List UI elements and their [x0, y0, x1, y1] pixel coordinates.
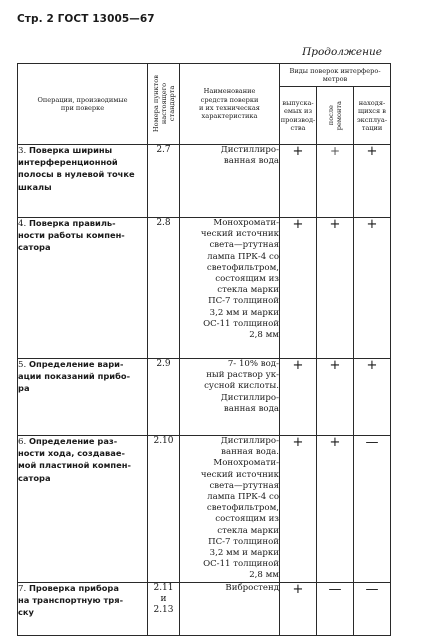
mark-new-production: +	[280, 436, 317, 583]
mark-new-production: +	[280, 582, 317, 635]
points-cell: 2.8	[148, 218, 180, 359]
table-row	[18, 436, 391, 583]
table-row	[18, 218, 391, 359]
mark-after-repair: +	[317, 436, 354, 583]
verification-table	[17, 63, 391, 636]
header-after-repair: после ремонта	[317, 87, 354, 145]
table-row	[18, 145, 391, 218]
page-header: Стр. 2 ГОСТ 13005—67	[17, 13, 155, 25]
mark-new-production: +	[280, 218, 317, 359]
operation-cell: 3. Поверка ширины интерференционной полосы в нулевой точке шкалы	[18, 145, 148, 218]
mark-in-service: —	[354, 436, 391, 583]
tools-cell: 7- 10% вод- ный раствор ук- сусной кислоты. Дистиллиро- ванная вода	[180, 359, 280, 436]
continuation-label: Продолжение	[302, 46, 382, 58]
tools-cell: Дистиллиро- ванная вода	[180, 145, 280, 218]
header-operation: Операции, производимые при поверке	[18, 64, 148, 145]
points-cell: 2.11 и 2.13	[148, 582, 180, 635]
operation-cell: 4. Поверка правиль- ности работы компен- сатора	[18, 218, 148, 359]
mark-in-service: +	[354, 359, 391, 436]
table-row	[18, 359, 391, 436]
mark-in-service: —	[354, 582, 391, 635]
mark-after-repair: —	[317, 582, 354, 635]
points-cell: 2.7	[148, 145, 180, 218]
mark-after-repair: +	[317, 359, 354, 436]
mark-after-repair: +	[317, 218, 354, 359]
operation-cell: 6. Определение раз- ности хода, создавае- мой пластиной компен- сатора	[18, 436, 148, 583]
mark-new-production: +	[280, 359, 317, 436]
mark-in-service: +	[354, 145, 391, 218]
header-points: Номера пунктов настоящего стандарта	[148, 64, 180, 145]
header-tools: Наименование средств поверки и их техническая характеристика	[180, 64, 280, 145]
tools-cell: Монохромати- ческий источник света—ртутная лампа ПРК-4 со светофильтром, состоящим из стекла марки ПС-7 толщиной 3,2 мм и марки ОС-11 толщиной 2,8 мм	[180, 218, 280, 359]
operation-cell: 7. Проверка прибора на транспортную тря- ску	[18, 582, 148, 635]
operation-cell: 5. Определение вари- ации показаний прибо- ра	[18, 359, 148, 436]
points-cell: 2.9	[148, 359, 180, 436]
tools-cell: Вибростенд	[180, 582, 280, 635]
mark-after-repair: +	[317, 145, 354, 218]
header-verification-types: Виды поверок интерферо- метров	[280, 64, 391, 87]
mark-new-production: +	[280, 145, 317, 218]
mark-in-service: +	[354, 218, 391, 359]
tools-cell: Дистиллиро- ванная вода. Монохромати- ческий источник света—ртутная лампа ПРК-4 со светофильтром, состоящим из стекла марки ПС-7 толщиной 3,2 мм и марки ОС-11 толщиной 2,8 мм	[180, 436, 280, 583]
points-cell: 2.10	[148, 436, 180, 583]
header-in-service: находя- щихся в эксплуа- тации	[354, 87, 391, 145]
table-row	[18, 582, 391, 635]
header-new-production: выпуска- емых из производ- ства	[280, 87, 317, 145]
